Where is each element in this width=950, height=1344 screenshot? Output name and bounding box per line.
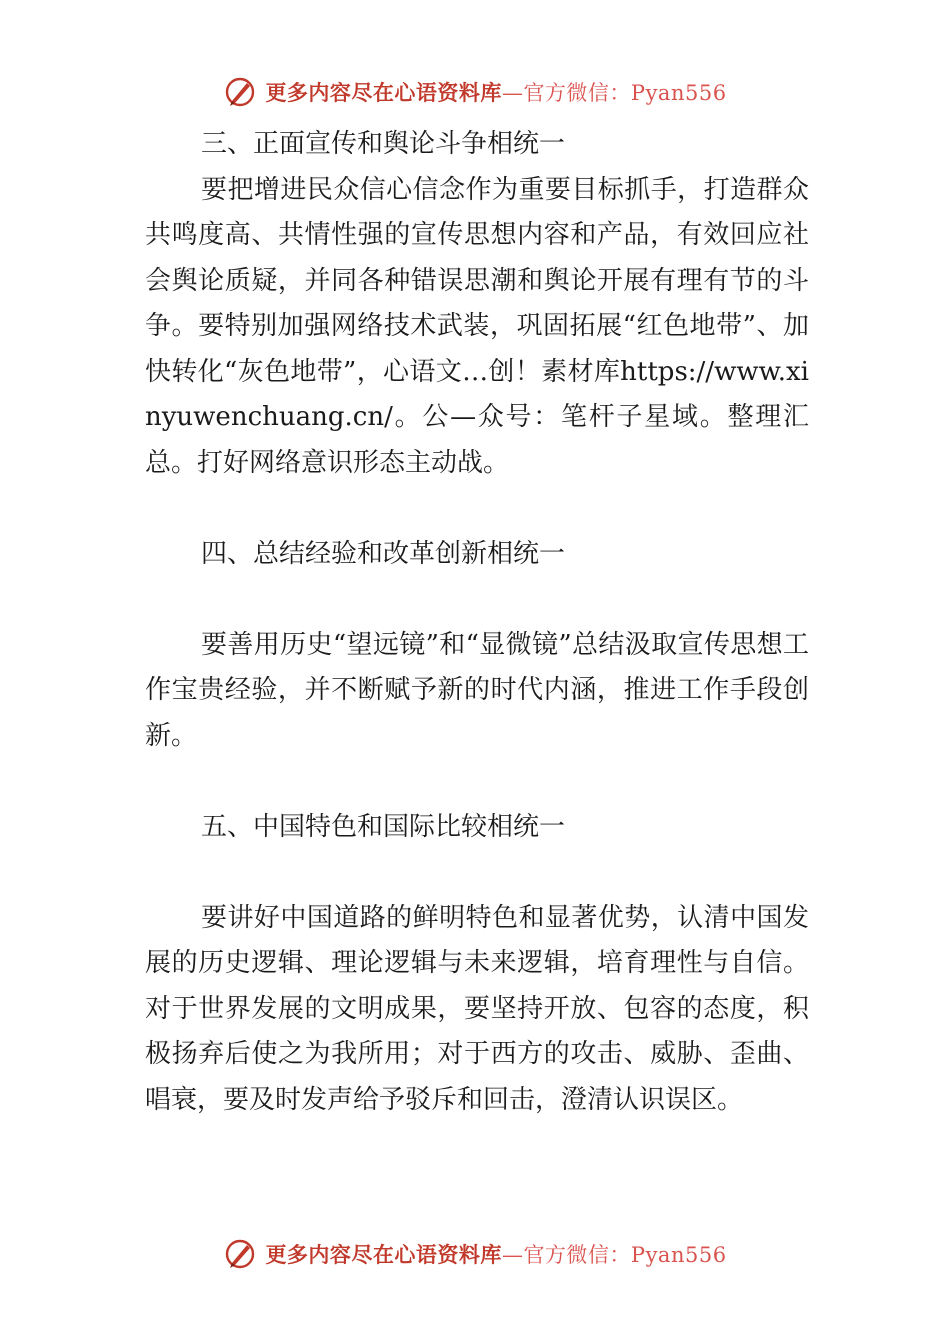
section-paragraph: 要讲好中国道路的鲜明特色和显著优势，认清中国发展的历史逻辑、理论逻辑与未来逻辑，培育理性与自信。对于世界发展的文明成果，要坚持开放、包容的态度，积极扬弃后使之为我所用；对于西方的攻击、威胁、歪曲、唱衰，要及时发声给予驳斥和回击，澄清认识误区。 bbox=[145, 902, 809, 1115]
document-body bbox=[145, 122, 809, 1123]
footer-banner-separator: — bbox=[501, 1243, 524, 1267]
pen-logo-icon bbox=[223, 75, 257, 109]
footer-banner-text bbox=[265, 1239, 726, 1269]
header-banner-wechat: 官方微信：Pyan556 bbox=[523, 81, 727, 105]
footer-banner-wechat: 官方微信：Pyan556 bbox=[523, 1243, 727, 1267]
header-banner-separator: — bbox=[501, 81, 524, 105]
paragraph-gap bbox=[145, 850, 809, 896]
header-banner bbox=[0, 70, 950, 114]
section-paragraph: 要善用历史“望远镜”和“显微镜”总结汲取宣传思想工作宝贵经验，并不断赋予新的时代内涵，推进工作手段创新。 bbox=[145, 629, 809, 751]
paragraph-gap bbox=[145, 759, 809, 805]
header-banner-text bbox=[265, 77, 726, 107]
section-heading: 四、总结经验和改革创新相统一 bbox=[201, 538, 566, 569]
footer-banner-main: 更多内容尽在心语资料库 bbox=[265, 1242, 502, 1267]
header-banner-main: 更多内容尽在心语资料库 bbox=[265, 80, 502, 105]
footer-banner bbox=[0, 1232, 950, 1276]
pen-logo-icon bbox=[223, 1237, 257, 1271]
paragraph-gap bbox=[145, 577, 809, 623]
paragraph-gap bbox=[145, 486, 809, 532]
section-heading: 三、正面宣传和舆论斗争相统一 bbox=[201, 129, 566, 159]
section-paragraph: 要把增进民众信心信念作为重要目标抓手，打造群众共鸣度高、共情性强的宣传思想内容和产品，有效回应社会舆论质疑，并同各种错误思潮和舆论开展有理有节的斗争。要特别加强网络技术武装，巩固拓展“红色地带”、加快转化“灰色地带”，心语文…创！素材库https://www.xinyuwenchuang.cn/。公—众号：笔杆子星域。整理汇总。打好网络意识形态主动战。 bbox=[145, 174, 809, 478]
section-heading: 五、中国特色和国际比较相统一 bbox=[201, 811, 566, 842]
